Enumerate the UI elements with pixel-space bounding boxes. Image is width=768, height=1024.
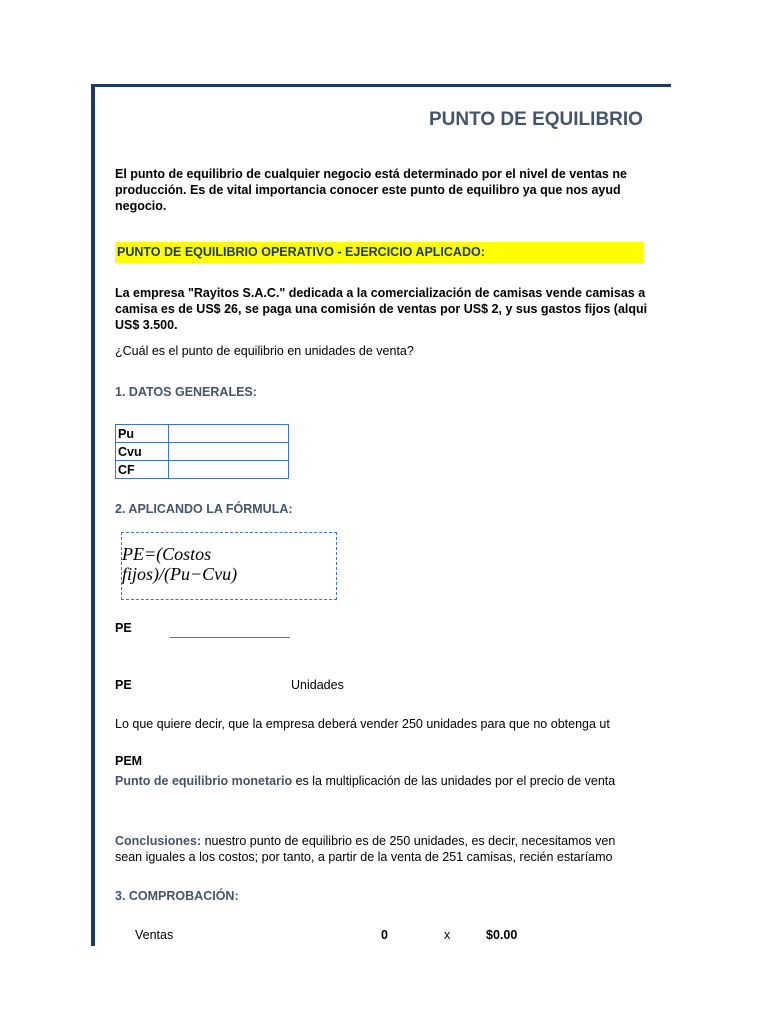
formula-line-1: PE=(Costos — [122, 544, 212, 564]
question-text: ¿Cuál es el punto de equilibrio en unidades de venta? — [115, 344, 414, 358]
table-row — [116, 425, 289, 443]
data-label-cvu: Cvu — [116, 443, 169, 461]
intro-line-3: negocio. — [115, 199, 167, 213]
pe-units-label: PE — [115, 678, 132, 692]
data-label-cf: CF — [116, 461, 169, 479]
data-table — [115, 424, 289, 479]
data-value-cf[interactable] — [169, 461, 289, 479]
problem-line-1: La empresa "Rayitos S.A.C." dedicada a la comercialización de camisas vende camisas a — [115, 286, 646, 300]
conclusion-term: Conclusiones: — [115, 834, 202, 848]
pem-text: es la multiplicación de las unidades por el precio de venta — [292, 774, 616, 788]
table-row — [116, 461, 289, 479]
problem-paragraph — [115, 285, 647, 333]
check-label: Ventas — [135, 928, 174, 942]
page-title: PUNTO DE EQUILIBRIO — [429, 109, 643, 130]
pe-label: PE — [115, 621, 132, 635]
meaning-text: Lo que quiere decir, que la empresa deberá vender 250 unidades para que no obtenga ut — [115, 717, 610, 731]
conclusion-line-2: sean iguales a los costos; por tanto, a partir de la venta de 251 camisas, recién estaríamo — [115, 850, 613, 864]
check-price: $0.00 — [486, 928, 518, 942]
intro-paragraph — [115, 166, 671, 214]
intro-line-2: producción. Es de vital importancia conocer este punto de equilibro ya que nos ayud — [115, 183, 621, 197]
data-value-pu[interactable] — [169, 425, 289, 443]
units-text: Unidades — [291, 678, 344, 692]
conclusion-line-1: nuestro punto de equilibrio es de 250 unidades, es decir, necesitamos ven — [201, 834, 616, 848]
section-datos-generales: 1. DATOS GENERALES: — [115, 385, 257, 399]
formula-line-2: fijos)/(Pu−Cvu) — [122, 564, 238, 584]
problem-line-3: US$ 3.500. — [115, 318, 178, 332]
highlighted-heading — [115, 242, 643, 263]
section-aplicando-formula: 2. APLICANDO LA FÓRMULA: — [115, 502, 293, 516]
table-row — [116, 443, 289, 461]
data-value-cvu[interactable] — [169, 443, 289, 461]
highlighted-heading-text: PUNTO DE EQUILIBRIO OPERATIVO - EJERCICIO APLICADO: — [117, 245, 485, 259]
check-operator: x — [444, 928, 451, 942]
section-comprobacion: 3. COMPROBACIÓN: — [115, 889, 239, 903]
conclusion-paragraph — [115, 833, 615, 865]
formula-box[interactable] — [121, 532, 337, 600]
problem-line-2: camisa es de US$ 26, se paga una comisión de ventas por US$ 2, y sus gastos fijos (alqui — [115, 302, 648, 316]
pem-label: PEM — [115, 754, 143, 768]
intro-line-1: El punto de equilibrio de cualquier negocio está determinado por el nivel de ventas ne — [115, 167, 627, 181]
data-label-pu: Pu — [116, 425, 169, 443]
check-qty: 0 — [381, 928, 388, 942]
pem-description — [115, 774, 615, 788]
formula-text — [122, 544, 237, 584]
worksheet — [95, 87, 671, 946]
pe-result-underline — [170, 637, 290, 638]
pem-term: Punto de equilibrio monetario — [115, 774, 293, 788]
